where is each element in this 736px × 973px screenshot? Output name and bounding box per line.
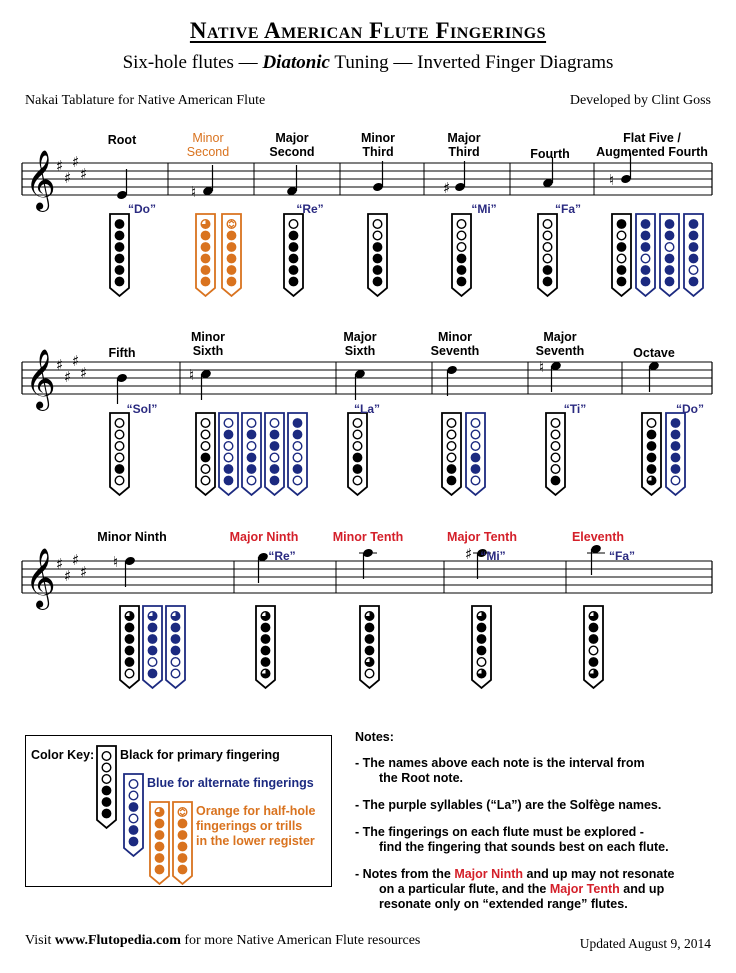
tablature-label: Nakai Tablature for Native American Flute — [25, 93, 266, 108]
hole-open — [224, 419, 233, 428]
hole-open — [477, 658, 486, 667]
color-key-box — [25, 735, 332, 887]
flute-r2-4 — [265, 413, 284, 495]
subtitle-tuning: Diatonic — [262, 52, 330, 73]
interval-major-seventh: Major Seventh — [535, 330, 585, 358]
hole-open — [617, 231, 626, 240]
note-minor-ninth — [113, 553, 136, 587]
treble-clef-icon: 𝄞 — [25, 150, 56, 210]
hole-open — [447, 430, 456, 439]
interval-major-sixth: Major Sixth — [343, 330, 377, 358]
hole-open — [148, 658, 157, 667]
hole-open — [201, 476, 210, 485]
solfege-do-octave: “Do” — [676, 402, 704, 416]
interval-eleventh: Eleventh — [571, 530, 625, 544]
note-fourth — [542, 157, 554, 188]
hole-closed — [148, 669, 157, 678]
hole-open — [447, 453, 456, 462]
flute-r1-4 — [368, 214, 387, 296]
hole-open — [115, 453, 124, 462]
hole-closed — [125, 623, 134, 632]
flute-r3-1 — [143, 606, 162, 688]
hole-closed — [201, 254, 210, 263]
note-4: - Notes from the Major Ninth and up may not resonate on a particular flute, and the Major Tenth and up resonate only on “extended range” flutes. — [355, 867, 675, 911]
footer-site-link[interactable]: www.Flutopedia.com — [54, 933, 181, 948]
hole-closed — [617, 220, 626, 229]
hole-closed — [115, 465, 124, 474]
flute-r2-6 — [348, 413, 367, 495]
sharp-icon: ♯ — [465, 545, 473, 563]
hole-closed — [477, 635, 486, 644]
interval-minor-tenth: Minor Tenth — [332, 530, 404, 544]
hole-closed — [224, 430, 233, 439]
hole-closed — [171, 635, 180, 644]
hole-closed — [125, 635, 134, 644]
hole-closed — [689, 243, 698, 252]
hole-closed — [589, 623, 598, 632]
interval-minor-third: Minor Third — [360, 131, 396, 159]
solfege-mi: “Mi” — [471, 202, 497, 216]
hole-closed — [227, 266, 236, 275]
hole-open — [293, 453, 302, 462]
interval-fourth: Fourth — [530, 147, 570, 161]
hole-closed — [171, 623, 180, 632]
hole-closed — [247, 430, 256, 439]
interval-fifth: Fifth — [108, 346, 136, 360]
hole-open — [551, 465, 560, 474]
flute-r1-6 — [538, 214, 557, 296]
natural-icon: ♮ — [191, 183, 197, 201]
sharp-icon: ♯ — [80, 563, 88, 581]
note-2: - The purple syllables (“La”) are the Solfège names. — [355, 798, 662, 812]
hole-open — [373, 231, 382, 240]
hole-closed — [373, 254, 382, 263]
sharp-icon: ♯ — [56, 157, 64, 175]
note-minor-tenth — [362, 548, 374, 579]
hole-closed — [115, 243, 124, 252]
hole-closed — [293, 430, 302, 439]
hole-closed — [647, 465, 656, 474]
interval-major-third: Major Third — [447, 131, 481, 159]
hole-closed — [373, 277, 382, 286]
hole-open — [551, 442, 560, 451]
flute-r2-5 — [288, 413, 307, 495]
hole-closed — [689, 220, 698, 229]
hole-open — [471, 442, 480, 451]
sharp-icon: ♯ — [80, 165, 88, 183]
solfege-mi-high: “Mi” — [480, 549, 506, 563]
hole-open — [471, 476, 480, 485]
hole-closed — [270, 430, 279, 439]
solfege-la: “La” — [353, 402, 380, 416]
sharp-icon: ♯ — [72, 352, 80, 370]
hole-closed — [471, 465, 480, 474]
note-minor-sixth — [189, 366, 212, 400]
hole-open — [115, 476, 124, 485]
interval-minor-second: Minor Second — [186, 131, 230, 159]
flute-r1-1 — [196, 214, 215, 296]
hole-closed — [477, 646, 486, 655]
interval-root: Root — [107, 133, 137, 147]
interval-major-tenth: Major Tenth — [447, 530, 517, 544]
hole-closed — [227, 254, 236, 263]
color-key-blue: Blue for alternate fingerings — [147, 776, 314, 790]
flute-r3-2 — [166, 606, 185, 688]
flute-r2-3 — [242, 413, 261, 495]
hole-closed — [671, 442, 680, 451]
footer-updated: Updated August 9, 2014 — [579, 936, 711, 951]
hole-closed — [543, 266, 552, 275]
hole-open — [543, 220, 552, 229]
hole-closed — [293, 419, 302, 428]
hole-closed — [125, 646, 134, 655]
sharp-icon: ♯ — [72, 551, 80, 569]
hole-closed — [641, 277, 650, 286]
flute-r1-7 — [612, 214, 631, 296]
hole-closed — [289, 266, 298, 275]
hole-closed — [247, 453, 256, 462]
hole-closed — [665, 254, 674, 263]
hole-open — [551, 453, 560, 462]
hole-open — [447, 419, 456, 428]
note-minor-third — [372, 161, 384, 192]
hole-open — [471, 430, 480, 439]
hole-closed — [689, 231, 698, 240]
color-key-black: Black for primary fingering — [120, 748, 280, 762]
flute-r3-3 — [256, 606, 275, 688]
hole-closed — [647, 442, 656, 451]
hole-open — [689, 266, 698, 275]
hole-closed — [373, 243, 382, 252]
hole-closed — [201, 277, 210, 286]
sharp-icon: ♯ — [56, 555, 64, 573]
sharp-icon: ♯ — [64, 368, 72, 386]
hole-closed — [447, 465, 456, 474]
hole-open — [289, 220, 298, 229]
hole-closed — [671, 465, 680, 474]
hole-closed — [247, 465, 256, 474]
hole-open — [353, 430, 362, 439]
flute-r2-10 — [642, 413, 661, 495]
hole-closed — [457, 254, 466, 263]
hole-closed — [270, 476, 279, 485]
flute-r3-6 — [584, 606, 603, 688]
hole-open — [551, 430, 560, 439]
flute-r2-7 — [442, 413, 461, 495]
hole-open — [171, 658, 180, 667]
hole-closed — [373, 266, 382, 275]
note-root — [116, 169, 128, 200]
subtitle-post: Tuning — Inverted Finger Diagrams — [330, 52, 614, 73]
hole-open — [270, 419, 279, 428]
hole-closed — [689, 277, 698, 286]
footer-visit: Visit www.Flutopedia.com for more Native American Flute resources — [25, 933, 421, 948]
hole-closed — [647, 430, 656, 439]
hole-closed — [201, 231, 210, 240]
hole-closed — [270, 442, 279, 451]
note-major-second — [286, 165, 298, 196]
hole-closed — [671, 419, 680, 428]
flute-r3-0 — [120, 606, 139, 688]
natural-icon: ♮ — [609, 171, 615, 189]
hole-closed — [224, 465, 233, 474]
hole-open — [365, 669, 374, 678]
hole-closed — [641, 231, 650, 240]
hole-open — [543, 254, 552, 263]
hole-closed — [115, 277, 124, 286]
hole-open — [115, 430, 124, 439]
interval-flat-five: Flat Five / Augmented Fourth — [596, 131, 708, 159]
hole-open — [201, 419, 210, 428]
hole-open — [353, 442, 362, 451]
interval-major-second: Major Second — [269, 131, 315, 159]
interval-minor-seventh: Minor Seventh — [430, 330, 480, 358]
sharp-icon: ♯ — [64, 567, 72, 585]
hole-closed — [543, 277, 552, 286]
note-1: - The names above each note is the interval from the Root note. — [355, 756, 645, 785]
hole-open — [617, 254, 626, 263]
hole-closed — [617, 266, 626, 275]
hole-closed — [665, 277, 674, 286]
hole-closed — [365, 635, 374, 644]
hole-closed — [115, 266, 124, 275]
hole-open — [201, 442, 210, 451]
treble-clef-icon: 𝄞 — [25, 349, 56, 409]
hole-open — [665, 243, 674, 252]
solfege-re-high: “Re” — [268, 549, 296, 563]
note-fifth — [116, 373, 128, 404]
notes-title: Notes: — [355, 730, 394, 744]
sharp-icon: ♯ — [443, 179, 451, 197]
note-major-seventh — [539, 358, 562, 392]
hole-closed — [665, 231, 674, 240]
flute-r3-5 — [472, 606, 491, 688]
hole-open — [647, 419, 656, 428]
hole-open — [293, 442, 302, 451]
hole-open — [353, 419, 362, 428]
hole-open — [447, 442, 456, 451]
hole-closed — [148, 635, 157, 644]
note-major-sixth — [354, 369, 366, 400]
hole-closed — [125, 658, 134, 667]
hole-closed — [261, 646, 270, 655]
solfege-fa-high: “Fa” — [608, 549, 635, 563]
natural-icon: ♮ — [539, 358, 545, 376]
hole-closed — [224, 476, 233, 485]
flute-r1-0 — [110, 214, 129, 296]
hole-closed — [447, 476, 456, 485]
hole-closed — [353, 453, 362, 462]
hole-open — [201, 430, 210, 439]
hole-closed — [617, 277, 626, 286]
flute-r1-9 — [660, 214, 679, 296]
hole-closed — [365, 646, 374, 655]
hole-closed — [689, 254, 698, 263]
solfege-re: “Re” — [296, 202, 324, 216]
hole-closed — [617, 243, 626, 252]
sharp-icon: ♯ — [56, 356, 64, 374]
hole-closed — [589, 658, 598, 667]
hole-closed — [289, 254, 298, 263]
interval-octave: Octave — [633, 346, 675, 360]
note-minor-second — [191, 165, 214, 201]
hole-open — [201, 465, 210, 474]
hole-closed — [201, 266, 210, 275]
hole-open — [224, 442, 233, 451]
hole-closed — [148, 646, 157, 655]
hole-closed — [270, 465, 279, 474]
hole-open — [125, 669, 134, 678]
hole-open — [115, 442, 124, 451]
hole-closed — [171, 646, 180, 655]
hole-open — [293, 476, 302, 485]
hole-closed — [261, 658, 270, 667]
color-key-label: Color Key: — [31, 748, 95, 762]
hole-closed — [641, 266, 650, 275]
author-credit: Developed by Clint Goss — [569, 93, 711, 108]
flute-r2-9 — [546, 413, 565, 495]
sharp-icon: ♯ — [72, 153, 80, 171]
hole-closed — [201, 453, 210, 462]
hole-closed — [471, 453, 480, 462]
hole-closed — [289, 231, 298, 240]
hole-open — [471, 419, 480, 428]
hole-closed — [671, 453, 680, 462]
flute-r2-11 — [666, 413, 685, 495]
flute-r2-8 — [466, 413, 485, 495]
hole-open — [171, 669, 180, 678]
flute-r1-10 — [684, 214, 703, 296]
hole-closed — [665, 266, 674, 275]
hole-closed — [115, 231, 124, 240]
hole-open — [671, 476, 680, 485]
note-3: - The fingerings on each flute must be explored - find the fingering that sounds best on each flute. — [355, 825, 669, 854]
page-title: Native American Flute Fingerings — [189, 18, 547, 43]
hole-closed — [647, 453, 656, 462]
hole-closed — [293, 465, 302, 474]
hole-open — [247, 442, 256, 451]
notes-section — [355, 730, 725, 924]
hole-closed — [457, 277, 466, 286]
flute-r2-2 — [219, 413, 238, 495]
hole-open — [224, 453, 233, 462]
hole-open — [551, 419, 560, 428]
hole-closed — [551, 476, 560, 485]
subtitle-pre: Six-hole flutes — — [122, 52, 263, 73]
flute-r1-8 — [636, 214, 655, 296]
hole-closed — [261, 623, 270, 632]
sharp-icon: ♯ — [64, 169, 72, 187]
hole-closed — [457, 266, 466, 275]
hole-open — [543, 243, 552, 252]
solfege-do: “Do” — [128, 202, 156, 216]
hole-open — [589, 646, 598, 655]
hole-open — [457, 220, 466, 229]
hole-closed — [115, 254, 124, 263]
solfege-ti: “Ti” — [563, 402, 587, 416]
hole-closed — [353, 465, 362, 474]
natural-icon: ♮ — [189, 366, 195, 384]
hole-open — [270, 453, 279, 462]
hole-open — [641, 254, 650, 263]
hole-closed — [365, 623, 374, 632]
solfege-sol: “Sol” — [126, 402, 158, 416]
flute-r1-3 — [284, 214, 303, 296]
note-minor-seventh — [446, 365, 458, 396]
hole-closed — [671, 430, 680, 439]
hole-open — [115, 419, 124, 428]
interval-major-ninth: Major Ninth — [229, 530, 299, 544]
hole-open — [247, 419, 256, 428]
flute-r3-4 — [360, 606, 379, 688]
color-key-orange: Orange for half-hole fingerings or trills in the lower register — [196, 804, 316, 848]
interval-minor-ninth: Minor Ninth — [97, 530, 167, 544]
flute-r1-5 — [452, 214, 471, 296]
hole-open — [353, 476, 362, 485]
flute-r2-0 — [110, 413, 129, 495]
hole-open — [457, 243, 466, 252]
hole-closed — [227, 243, 236, 252]
note-octave — [648, 361, 660, 392]
natural-icon: ♮ — [113, 553, 119, 571]
flute-r2-1 — [196, 413, 215, 495]
sharp-icon: ♯ — [80, 364, 88, 382]
hole-closed — [261, 635, 270, 644]
hole-closed — [201, 243, 210, 252]
hole-closed — [641, 220, 650, 229]
hole-closed — [227, 231, 236, 240]
hole-closed — [641, 243, 650, 252]
hole-closed — [115, 220, 124, 229]
hole-closed — [289, 243, 298, 252]
flute-r1-2 — [222, 214, 241, 296]
hole-open — [457, 231, 466, 240]
hole-open — [543, 231, 552, 240]
hole-closed — [148, 623, 157, 632]
solfege-fa: “Fa” — [554, 202, 581, 216]
hole-open — [247, 476, 256, 485]
hole-closed — [665, 220, 674, 229]
hole-closed — [289, 277, 298, 286]
interval-minor-sixth: Minor Sixth — [190, 330, 226, 358]
hole-closed — [477, 623, 486, 632]
treble-clef-icon: 𝄞 — [25, 548, 56, 608]
hole-closed — [589, 635, 598, 644]
hole-closed — [227, 277, 236, 286]
hole-open — [373, 220, 382, 229]
